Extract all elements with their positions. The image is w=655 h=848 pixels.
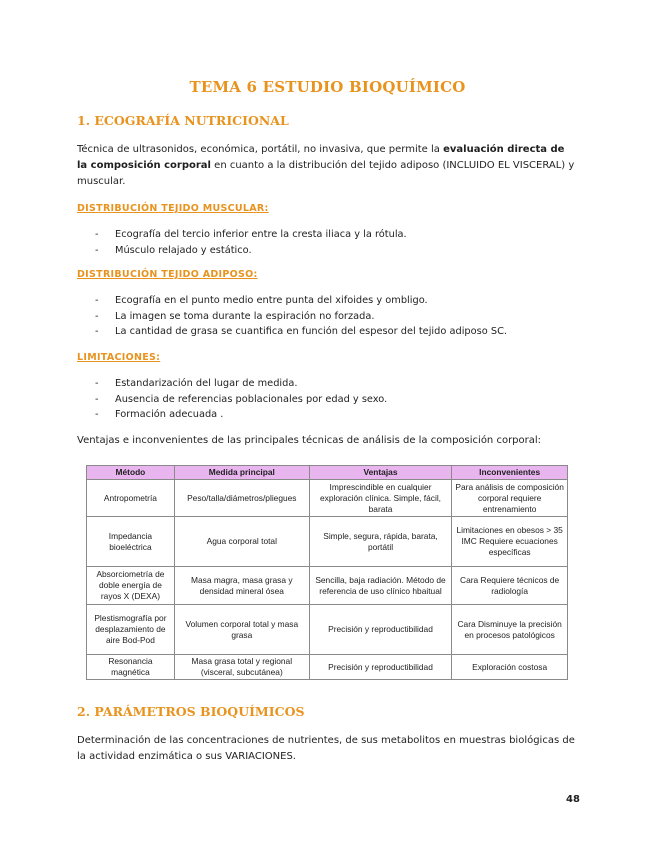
limitaciones-list [95, 376, 387, 423]
list-item: - Estandarización del lugar de medida. [95, 376, 387, 392]
table-cell: Exploración costosa [452, 655, 568, 680]
table-cell: Cara Disminuye la precisión en procesos patológicos [452, 605, 568, 655]
list-item: - La cantidad de grasa se cuantifica en función del espesor del tejido adiposo SC. [95, 324, 507, 340]
table-cell: Imprescindible en cualquier exploración clínica. Simple, fácil, barata [309, 480, 452, 517]
table-cell: Simple, segura, rápida, barata, portátil [309, 517, 452, 567]
list-item: - Músculo relajado y estático. [95, 243, 407, 259]
table-row [87, 655, 568, 680]
section1-heading: 1. ECOGRAFÍA NUTRICIONAL [77, 113, 289, 128]
section2-heading: 2. PARÁMETROS BIOQUÍMICOS [77, 704, 305, 719]
page-number: 48 [566, 794, 580, 805]
column-header: Ventajas [309, 466, 452, 480]
comparison-table [86, 465, 568, 680]
list-item: - Ausencia de referencias poblacionales por edad y sexo. [95, 392, 387, 408]
table-cell: Antropometría [87, 480, 175, 517]
section2-text: Determinación de las concentraciones de nutrientes, de sus metabolitos en muestras biológicas de la actividad enzimática o sus VARIACIONES. [77, 735, 575, 762]
table-cell: Para análisis de composición corporal requiere entrenamiento [452, 480, 568, 517]
table-cell: Resonancia magnética [87, 655, 175, 680]
table-cell: Masa grasa total y regional (visceral, subcutánea) [174, 655, 309, 680]
column-header: Inconvenientes [452, 466, 568, 480]
table-row [87, 567, 568, 605]
intro-text-prefix: Técnica de ultrasonidos, económica, portátil, no invasiva, que permite la [77, 144, 444, 155]
column-header: Medida principal [174, 466, 309, 480]
table-intro: Ventajas e inconvenientes de las principales técnicas de análisis de la composición corporal: [77, 435, 542, 446]
table-header-row [87, 466, 568, 480]
intro-text-suffix: en cuanto a la distribución del tejido adiposo (INCLUIDO EL VISCERAL) y muscular. [77, 160, 575, 187]
section1-intro [77, 142, 577, 190]
table-cell: Precisión y reproductibilidad [309, 605, 452, 655]
muscular-list [95, 227, 407, 258]
adiposo-heading: DISTRIBUCIÓN TEJIDO ADIPOSO: [77, 269, 258, 280]
table-cell: Agua corporal total [174, 517, 309, 567]
table-row [87, 605, 568, 655]
table-row [87, 517, 568, 567]
table-cell: Precisión y reproductibilidad [309, 655, 452, 680]
muscular-heading: DISTRIBUCIÓN TEJIDO MUSCULAR: [77, 203, 269, 214]
table-cell: Peso/talla/diámetros/pliegues [174, 480, 309, 517]
list-item: - Ecografía del tercio inferior entre la cresta iliaca y la rótula. [95, 227, 407, 243]
list-item: - Formación adecuada . [95, 407, 387, 423]
table-cell: Plestismografía por desplazamiento de aire Bod-Pod [87, 605, 175, 655]
column-header: Método [87, 466, 175, 480]
page-title: TEMA 6 ESTUDIO BIOQUÍMICO [189, 78, 466, 96]
table-cell: Volumen corporal total y masa grasa [174, 605, 309, 655]
table-cell: Sencilla, baja radiación. Método de referencia de uso clínico hbaitual [309, 567, 452, 605]
table-row [87, 480, 568, 517]
intro-text-bold: evaluación directa de la composición corporal [77, 144, 565, 171]
table-cell: Masa magra, masa grasa y densidad mineral ósea [174, 567, 309, 605]
table-cell: Absorciometría de doble energía de rayos X (DEXA) [87, 567, 175, 605]
adiposo-list [95, 293, 507, 340]
limitaciones-heading: LIMITACIONES: [77, 352, 161, 363]
table-cell: Impedancia bioeléctrica [87, 517, 175, 567]
table-cell: Limitaciones en obesos > 35 IMC Requiere ecuaciones específicas [452, 517, 568, 567]
list-item: - Ecografía en el punto medio entre punta del xifoides y ombligo. [95, 293, 507, 309]
table-cell: Cara Requiere técnicos de radiología [452, 567, 568, 605]
list-item: - La imagen se toma durante la espiración no forzada. [95, 309, 507, 325]
